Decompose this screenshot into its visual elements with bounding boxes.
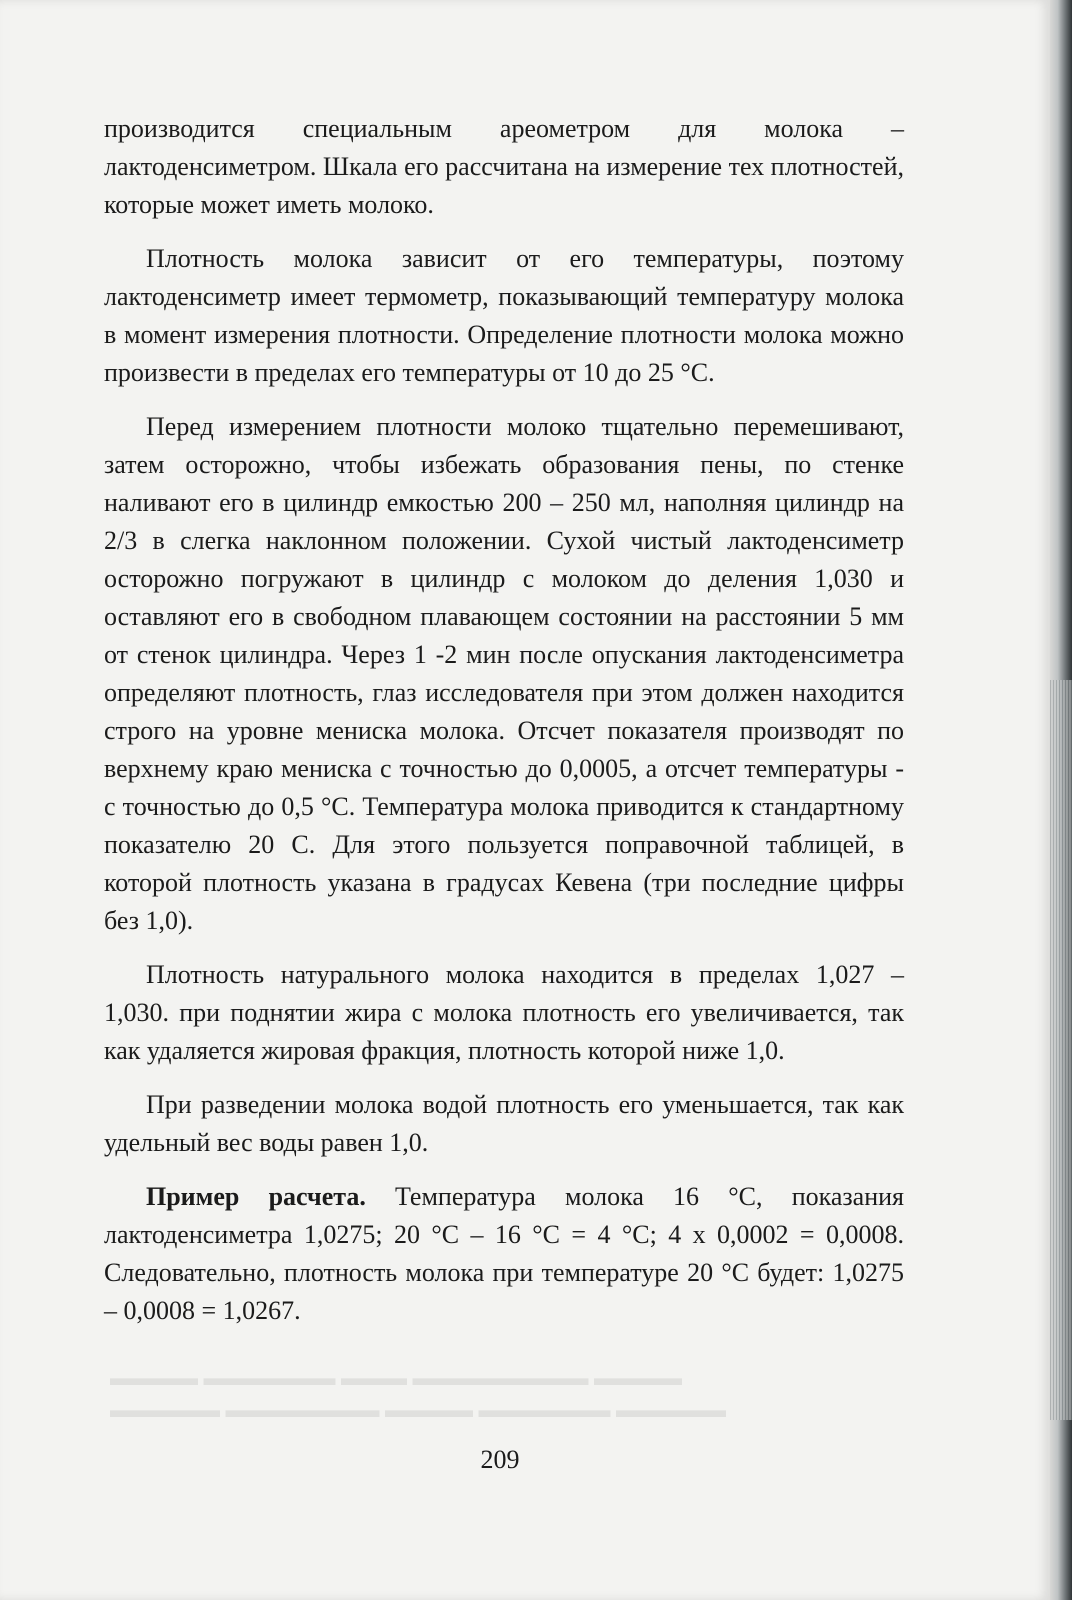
example-paragraph <box>104 1178 904 1330</box>
paragraph-2: Плотность молока зависит от его температуры, поэтому лактоденсиметр имеет термометр, показывающий температуру молока в момент измерения плотности. Определение плотности молока можно произвести в пределах его температуры от 10 до 25 °С. <box>104 244 904 387</box>
example-text: Температура молока 16 °С, показания лактоденсиметра 1,0275; 20 °С – 16 °С = 4 °С; 4 х 0,0002 = 0,0008. Следовательно, плотность молока при температуре 20 °С будет: 1,0275 – 0,0008 = 1,0267. <box>104 1182 904 1325</box>
paragraph-3: Перед измерением плотности молоко тщательно перемешивают, затем осторожно, чтобы избежать образования пены, по стенке наливают его в цилиндр емкостью 200 – 250 мл, наполняя цилиндр на 2/3 в слегка наклонном положении. Сухой чистый лактоденсиметр осторожно погружают в цилиндр с молоком до деления 1,030 и оставляют его в свободном плавающем состоянии на расстоянии 5 мм от стенок цилиндра. Через 1 -2 мин после опускания лактоденсиметра определяют плотность, глаз исследователя при этом должен находится строго на уровне мениска молока. Отсчет показателя производят по верхнему краю мениска с точностью до 0,0005, а отсчет температуры - с точностью до 0,5 °С. Температура молока приводится к стандартному показателю 20 С. Для этого пользуется поправочной таблицей, в которой плотность указана в градусах Кевена (три последние цифры без 1,0). <box>104 412 904 935</box>
page-number: 209 <box>480 1445 520 1474</box>
bleed-through-text: ▬▬▬▬ ▬▬▬▬▬▬ ▬▬▬ ▬▬▬▬▬▬▬▬ ▬▬▬▬ ▬▬▬▬▬ ▬▬▬▬▬▬▬ ▬▬▬▬ ▬▬▬▬▬▬ ▬▬▬▬▬ <box>110 1365 726 1422</box>
page-stack-edge <box>1050 680 1072 1420</box>
paragraph-1: производится специальным ареометром для молока – лактоденсиметром. Шкала его рассчитана на измерение тех плотностей, которые может иметь молоко. <box>104 114 904 219</box>
paragraph-5: При разведении молока водой плотность его уменьшается, так как удельный вес воды равен 1,0. <box>104 1090 904 1157</box>
body-text <box>104 110 904 1348</box>
example-label: Пример расчета. <box>146 1182 366 1211</box>
paragraph-4: Плотность натурального молока находится в пределах 1,027 – 1,030. при поднятии жира с молока плотность его увеличивается, так как удаляется жировая фракция, плотность которой ниже 1,0. <box>104 960 904 1065</box>
